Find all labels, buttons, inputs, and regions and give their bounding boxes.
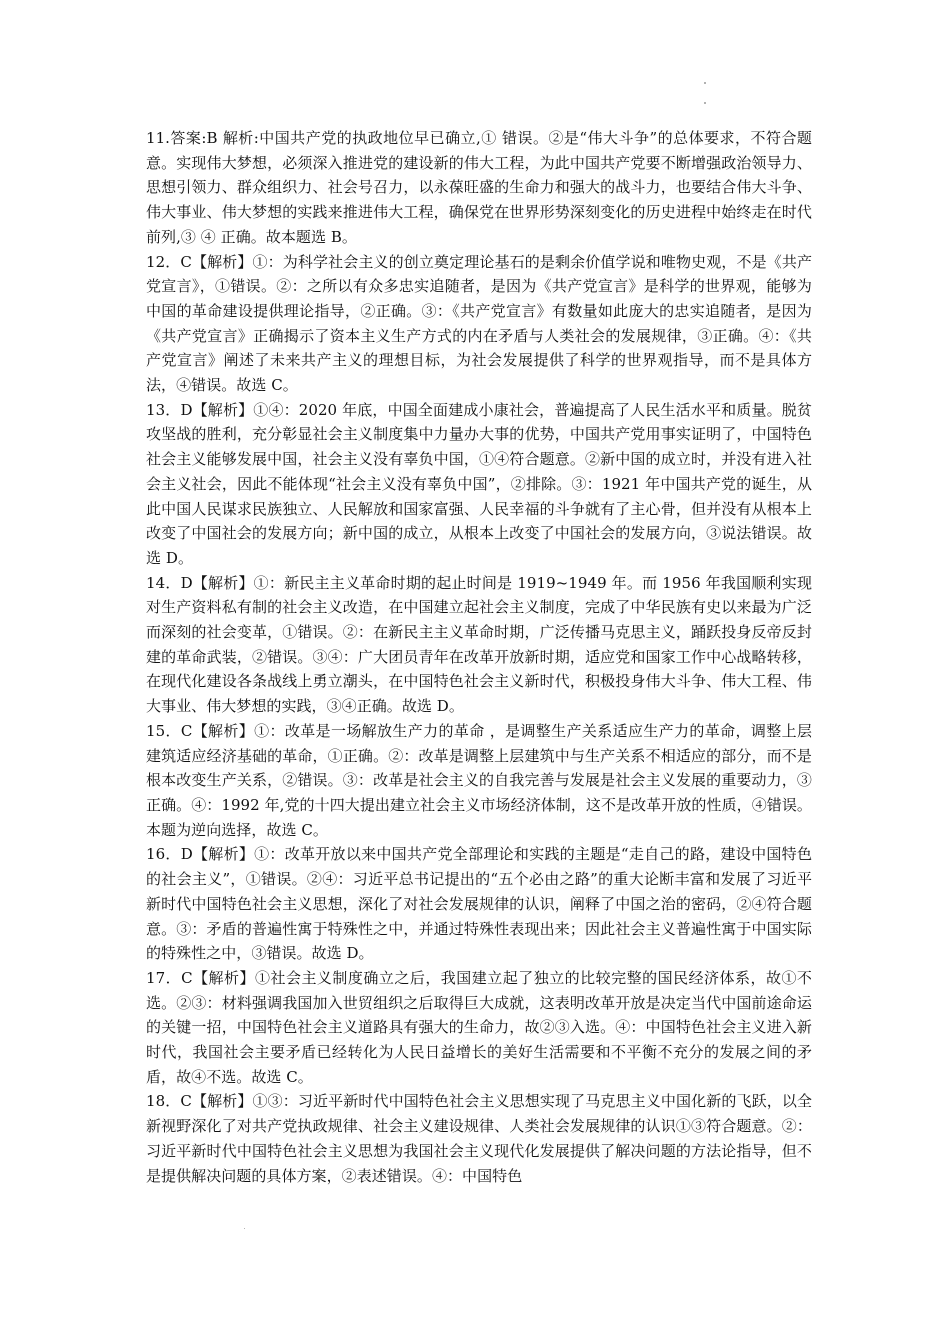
answer-18: 18．C【解析】①③：习近平新时代中国特色社会主义思想实现了马克思主义中国化新的飞跃，以全新视野深化了对共产党执政规律、社会主义建设规律、人类社会发展规律的认识①③符合题意。②：习近平新时代中国特色社会主义思想为我国社会主义现代化发展提供了解决问题的方法论指导，但不是提供解决问题的具体方案，②表述错误。④：中国特色 — [146, 1092, 812, 1185]
answer-15: 15．C【解析】①：改革是一场解放生产力的革命 ，是调整生产关系适应生产力的革命，调整上层建筑适应经济基础的革命，①正确。②：改革是调整上层建筑中与生产关系不相适应的部分，而不是根本改变生产关系，②错误。③：改革是社会主义的自我完善与发展是社会主义发展的重要动力，③正确。④：1992 年,党的十四大提出建立社会主义市场经济体制，这不是改革开放的性质，④错误。本题为逆向选择，故选 C。 — [146, 721, 812, 839]
decorative-dot — [704, 102, 706, 104]
answer-14: 14．D【解析】①：新民主主义革命时期的起止时间是 1919~1949 年。而 1956 年我国顺利实现对生产资料私有制的社会主义改造，在中国建立起社会主义制度，完成了中华民族有史以来最为广泛而深刻的社会变革，①错误。②：在新民主主义革命时期，广泛传播马克思主义，踊跃投身反帝反封建的革命武装，②错误。③④：广大团员青年在改革开放新时期，适应党和国家工作中心战略转移，在现代化建设各条战线上勇立潮头，在中国特色社会主义新时代，积极投身伟大斗争、伟大工程、伟大事业、伟大梦想的实践，③④正确。故选 D。 — [146, 573, 812, 716]
answer-13: 13．D【解析】①④：2020 年底，中国全面建成小康社会，普遍提高了人民生活水平和质量。脱贫攻坚战的胜利，充分彰显社会主义制度集中力量办大事的优势，中国共产党用事实证明了，中国特色社会主义能够发展中国，社会主义没有辜负中国，①④符合题意。②新中国的成立时，并没有进入社会主义社会，因此不能体现“社会主义没有辜负中国”，②排除。③：1921 年中国共产党的诞生，从此中国人民谋求民族独立、人民解放和国家富强、人民幸福的斗争就有了主心骨，但并没有从根本上改变了中国社会的发展方向；新中国的成立，从根本上改变了中国社会的发展方向，③说法错误。故选 D。 — [146, 400, 812, 567]
answer-11: 11.答案:B 解析:中国共产党的执政地位早已确立,① 错误。②是“伟大斗争”的总体要求，不符合题意。实现伟大梦想，必须深入推进党的建设新的伟大工程，为此中国共产党要不断增强政治领导力、思想引领力、群众组织力、社会号召力，以永葆旺盛的生命力和强大的战斗力，也要结合伟大斗争、伟大事业、伟大梦想的实践来推进伟大工程，确保党在世界形势深刻变化的历史进程中始终走在时代前列,③ ④ 正确。故本题选 B。 — [146, 129, 812, 246]
decorative-dot — [244, 1228, 245, 1229]
answer-16: 16．D【解析】①：改革开放以来中国共产党全部理论和实践的主题是“走自己的路，建设中国特色的社会主义”，①错误。②④：习近平总书记提出的“五个必由之路”的重大论断丰富和发展了习近平新时代中国特色社会主义思想，深化了对社会发展规律的认识，阐释了中国之治的密码，②④符合题意。③：矛盾的普遍性寓于特殊性之中，并通过特殊性表现出来；因此社会主义普遍性寓于中国实际的特殊性之中，③错误。故选 D。 — [146, 845, 812, 963]
answer-12: 12．C【解析】①：为科学社会主义的创立奠定理论基石的是剩余价值学说和唯物史观，不是《共产党宣言》，①错误。②：之所以有众多忠实追随者，是因为《共产党宣言》是科学的世界观，能够为中国的革命建设提供理论指导，②正确。③：《共产党宣言》有数量如此庞大的忠实追随者，是因为《共产党宣言》正确揭示了资本主义生产方式的内在矛盾与人类社会的发展规律，③正确。④：《共产党宣言》阐述了未来共产主义的理想目标，为社会发展提供了科学的世界观指导，而不是具体方法，④错误。故选 C。 — [146, 252, 812, 395]
decorative-dot — [704, 82, 706, 84]
answer-17: 17．C【解析】①社会主义制度确立之后，我国建立起了独立的比较完整的国民经济体系，故①不选。②③：材料强调我国加入世贸组织之后取得巨大成就，这表明改革开放是决定当代中国前途命运的关键一招，中国特色社会主义道路具有强大的生命力，故②③入选。④：中国特色社会主义进入新时代，我国社会主要矛盾已经转化为人民日益增长的美好生活需要和不平衡不充分的发展之间的矛盾，故④不选。故选 C。 — [146, 968, 812, 1086]
answer-explanations — [146, 126, 812, 1188]
